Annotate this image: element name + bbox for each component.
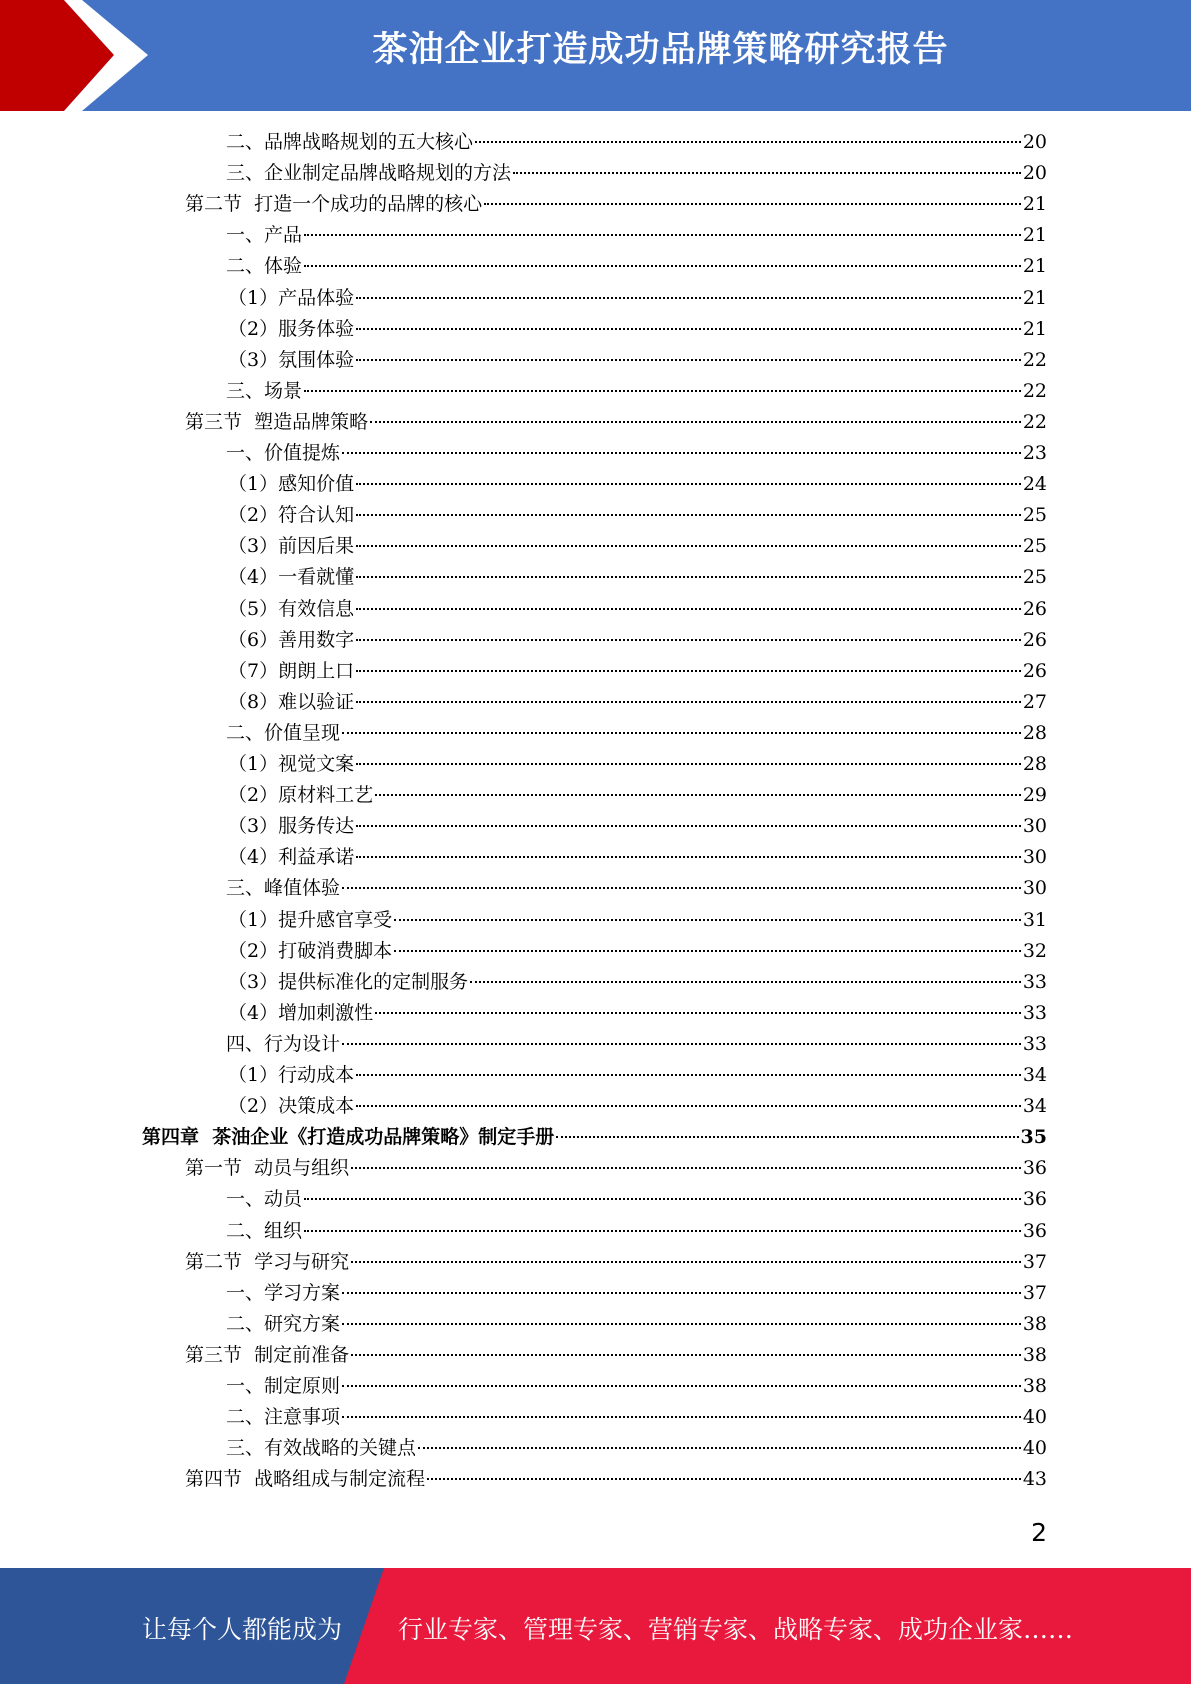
toc-entry-title: （2）符合认知: [228, 504, 355, 527]
toc-entry[interactable]: [226, 1371, 1047, 1402]
dot-leader: [484, 203, 1021, 205]
footer-slogan-left: 让每个人都能成为: [142, 1615, 343, 1644]
dot-leader: [342, 732, 1021, 734]
toc-entry-title: （2）打破消费脚本: [228, 939, 393, 962]
toc-entry-page: 20: [1022, 162, 1047, 185]
toc-entry-title: 四、行为设计: [226, 1032, 341, 1055]
dot-leader: [342, 1385, 1021, 1387]
toc-entry-page: 26: [1022, 659, 1047, 682]
dot-leader: [375, 794, 1021, 796]
toc-entry[interactable]: [226, 873, 1047, 904]
toc-entry-title: （2）原材料工艺: [228, 784, 374, 807]
dot-leader: [356, 1074, 1021, 1076]
toc-entry-page: 21: [1022, 317, 1047, 340]
dot-leader: [356, 297, 1021, 299]
dot-leader: [513, 172, 1021, 174]
toc-entry[interactable]: [228, 345, 1047, 376]
toc-entry-title: （4）增加刺激性: [228, 1001, 374, 1024]
toc-entry-page: 34: [1022, 1064, 1047, 1086]
dot-leader: [304, 265, 1021, 267]
toc-entry-title: 三、场景: [226, 379, 303, 402]
toc-entry-title: 第二节 学习与研究: [185, 1250, 350, 1273]
dot-leader: [342, 887, 1021, 889]
toc-entry-page: 37: [1022, 1250, 1047, 1273]
dot-leader: [475, 141, 1021, 143]
toc-entry-title: 三、企业制定品牌战略规划的方法: [226, 162, 512, 185]
toc-entry-title: 一、制定原则: [226, 1375, 341, 1397]
toc-entry-title: 二、组织: [226, 1219, 303, 1242]
toc-entry-page: 22: [1022, 379, 1047, 402]
toc-entry-title: （1）行动成本: [228, 1064, 355, 1086]
dot-leader: [356, 763, 1021, 765]
toc-entry[interactable]: [185, 189, 1047, 220]
footer-slogan-right: 行业专家、管理专家、营销专家、战略专家、成功企业家……: [398, 1615, 1074, 1644]
toc-entry-title: （1）产品体验: [228, 286, 355, 309]
dot-leader: [351, 1354, 1021, 1356]
toc-entry-page: 40: [1022, 1437, 1047, 1460]
toc-entry-title: （3）服务传达: [228, 815, 355, 838]
dot-leader: [356, 328, 1021, 330]
toc-entry[interactable]: [185, 1340, 1047, 1371]
toc-entry[interactable]: [226, 220, 1047, 251]
toc-entry[interactable]: [228, 687, 1047, 718]
toc-entry[interactable]: [185, 1464, 1047, 1495]
toc-entry[interactable]: [185, 407, 1047, 438]
toc-entry[interactable]: [142, 1122, 1047, 1153]
footer-banner: [0, 1568, 1191, 1684]
toc-entry-title: （2）服务体验: [228, 317, 355, 340]
toc-entry-page: 21: [1022, 193, 1047, 216]
dot-leader: [356, 670, 1021, 672]
dot-leader: [356, 576, 1021, 578]
toc-entry-page: 24: [1022, 473, 1047, 496]
toc-entry[interactable]: [228, 562, 1047, 593]
header-banner: [0, 0, 1191, 111]
toc-entry-page: 29: [1022, 784, 1047, 807]
toc-entry-page: 30: [1022, 815, 1047, 838]
toc-entry[interactable]: [228, 998, 1047, 1029]
toc-entry[interactable]: [226, 251, 1047, 282]
toc-entry-title: 二、品牌战略规划的五大核心: [226, 131, 474, 153]
dot-leader: [356, 1105, 1021, 1107]
toc-entry[interactable]: [226, 127, 1047, 158]
toc-entry[interactable]: [226, 1433, 1047, 1464]
toc-entry-title: 第二节 打造一个成功的品牌的核心: [185, 193, 483, 216]
dot-leader: [370, 421, 1021, 423]
page-number: 2: [1031, 1518, 1047, 1547]
dot-leader: [356, 639, 1021, 641]
toc-entry-title: 二、研究方案: [226, 1312, 341, 1335]
toc-entry[interactable]: [228, 500, 1047, 531]
toc-entry-page: 25: [1022, 535, 1047, 558]
dot-leader: [470, 981, 1021, 983]
toc-entry[interactable]: [228, 811, 1047, 842]
dot-leader: [356, 483, 1021, 485]
toc-entry-title: （1）提升感官享受: [228, 908, 393, 931]
toc-entry-title: 第三节 塑造品牌策略: [185, 410, 369, 433]
toc-entry-page: 21: [1022, 255, 1047, 278]
toc-entry-page: 22: [1022, 410, 1047, 433]
dot-leader: [394, 950, 1021, 952]
report-title: 茶油企业打造成功品牌策略研究报告: [372, 30, 949, 70]
toc-entry-title: （8）难以验证: [228, 690, 355, 713]
toc-entry[interactable]: [226, 718, 1047, 749]
toc-entry[interactable]: [228, 936, 1047, 967]
dot-leader: [427, 1478, 1021, 1480]
toc-entry-page: 27: [1022, 690, 1047, 713]
dot-leader: [356, 825, 1021, 827]
toc-entry-page: 40: [1022, 1406, 1047, 1429]
toc-entry[interactable]: [228, 656, 1047, 687]
dot-leader: [342, 1292, 1021, 1294]
toc-entry-title: 一、产品: [226, 224, 303, 247]
toc-entry-title: （1）感知价值: [228, 473, 355, 496]
toc-entry-page: 25: [1022, 566, 1047, 589]
toc-entry[interactable]: [228, 780, 1047, 811]
toc-entry-page: 28: [1022, 721, 1047, 744]
toc-entry-title: 一、动员: [226, 1188, 303, 1211]
toc-entry-title: 第四章 茶油企业《打造成功品牌策略》制定手册: [142, 1126, 555, 1149]
toc-entry[interactable]: [228, 594, 1047, 625]
toc-entry-page: 33: [1022, 970, 1047, 993]
toc-entry-page: 32: [1022, 939, 1047, 962]
toc-entry-page: 33: [1022, 1032, 1047, 1055]
dot-leader: [375, 1012, 1021, 1014]
toc-entry-page: 37: [1022, 1281, 1047, 1304]
toc-entry[interactable]: [228, 1060, 1047, 1091]
toc-entry-title: （7）朗朗上口: [228, 659, 355, 682]
toc-entry-page: 26: [1022, 597, 1047, 620]
dot-leader: [394, 919, 1021, 921]
toc-entry-page: 28: [1022, 753, 1047, 775]
toc-entry-title: 二、价值呈现: [226, 721, 341, 744]
toc-entry-title: （2）决策成本: [228, 1095, 355, 1118]
toc-entry[interactable]: [228, 283, 1047, 314]
toc-entry[interactable]: [226, 1309, 1047, 1340]
toc-entry-title: 二、注意事项: [226, 1406, 341, 1429]
toc-entry-title: （6）善用数字: [228, 628, 355, 651]
toc-entry-title: 一、学习方案: [226, 1281, 341, 1304]
toc-entry-title: （3）前因后果: [228, 535, 355, 558]
toc-entry-title: 第三节 制定前准备: [185, 1343, 350, 1366]
toc-entry[interactable]: [226, 1029, 1047, 1060]
dot-leader: [304, 390, 1021, 392]
toc-entry-page: 23: [1022, 442, 1047, 464]
dot-leader: [304, 1198, 1021, 1200]
toc-entry-title: 三、峰值体验: [226, 877, 341, 900]
toc-entry-page: 43: [1022, 1468, 1047, 1491]
toc-entry-title: （5）有效信息: [228, 597, 355, 620]
toc-entry-title: （3）氛围体验: [228, 348, 355, 371]
toc-entry-page: 31: [1022, 908, 1047, 931]
toc-entry-page: 38: [1022, 1343, 1047, 1366]
toc-entry-page: 25: [1022, 504, 1047, 527]
dot-leader: [356, 359, 1021, 361]
toc-entry-title: 第一节 动员与组织: [185, 1157, 350, 1180]
dot-leader: [556, 1136, 1018, 1138]
dot-leader: [342, 452, 1021, 454]
toc-entry[interactable]: [228, 531, 1047, 562]
dot-leader: [304, 1230, 1021, 1232]
toc-entry-page: 26: [1022, 628, 1047, 651]
toc-entry-title: 一、价值提炼: [226, 442, 341, 464]
toc-entry-page: 30: [1022, 846, 1047, 869]
toc-entry-title: 第四节 战略组成与制定流程: [185, 1468, 426, 1491]
dot-leader: [356, 701, 1021, 703]
toc-entry-title: （4）利益承诺: [228, 846, 355, 869]
toc-entry[interactable]: [185, 1247, 1047, 1278]
toc-entry[interactable]: [228, 469, 1047, 500]
dot-leader: [418, 1447, 1021, 1449]
dot-leader: [304, 234, 1021, 236]
toc-entry[interactable]: [185, 1153, 1047, 1184]
dot-leader: [356, 514, 1021, 516]
toc-entry[interactable]: [226, 438, 1047, 469]
dot-leader: [356, 545, 1021, 547]
toc-entry-title: 三、有效战略的关键点: [226, 1437, 417, 1460]
toc-entry-title: 二、体验: [226, 255, 303, 278]
toc-entry[interactable]: [228, 842, 1047, 873]
toc-entry-page: 22: [1022, 348, 1047, 371]
toc-entry-page: 36: [1022, 1188, 1047, 1211]
toc-entry[interactable]: [226, 1216, 1047, 1247]
toc-entry-page: 30: [1022, 877, 1047, 900]
toc-entry[interactable]: [228, 749, 1047, 780]
dot-leader: [342, 1043, 1021, 1045]
toc-entry[interactable]: [226, 1402, 1047, 1433]
toc-entry[interactable]: [228, 905, 1047, 936]
toc-entry[interactable]: [226, 1184, 1047, 1215]
dot-leader: [351, 1167, 1021, 1169]
toc-entry[interactable]: [226, 1278, 1047, 1309]
toc-entry-page: 38: [1022, 1375, 1047, 1397]
toc-entry-page: 36: [1022, 1157, 1047, 1180]
toc-entry-page: 21: [1022, 224, 1047, 247]
toc-entry[interactable]: [226, 376, 1047, 407]
toc-entry[interactable]: [226, 158, 1047, 189]
toc-entry-page: 21: [1022, 286, 1047, 309]
toc-entry-page: 36: [1022, 1219, 1047, 1242]
dot-leader: [356, 856, 1021, 858]
toc-entry-page: 20: [1022, 131, 1047, 153]
toc-entry-page: 38: [1022, 1312, 1047, 1335]
toc-entry-title: （3）提供标准化的定制服务: [228, 970, 469, 993]
dot-leader: [342, 1323, 1021, 1325]
dot-leader: [356, 608, 1021, 610]
toc-entry-title: （1）视觉文案: [228, 753, 355, 775]
toc-entry-title: （4）一看就懂: [228, 566, 355, 589]
toc-entry[interactable]: [228, 1091, 1047, 1122]
toc-entry-page: 35: [1020, 1126, 1047, 1149]
toc-entry[interactable]: [228, 967, 1047, 998]
toc-entry[interactable]: [228, 625, 1047, 656]
toc-entry-page: 33: [1022, 1001, 1047, 1024]
dot-leader: [351, 1261, 1021, 1263]
toc-entry[interactable]: [228, 314, 1047, 345]
dot-leader: [342, 1416, 1021, 1418]
toc-entry-page: 34: [1022, 1095, 1047, 1118]
